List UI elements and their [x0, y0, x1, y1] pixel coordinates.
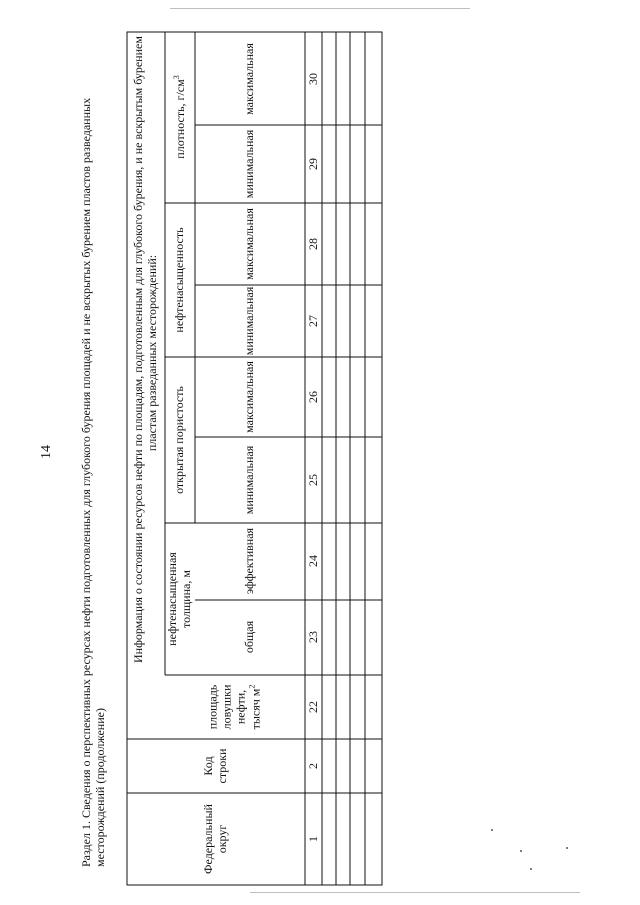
header-thickness-effective: эффективная — [242, 527, 257, 595]
header-density-group — [172, 75, 188, 158]
header-trap-area — [206, 637, 263, 777]
header-info-group — [131, 36, 160, 663]
column-number: 25 — [306, 474, 321, 486]
column-number: 29 — [306, 158, 321, 170]
trap-area-line-4 — [248, 637, 264, 777]
density-group-label: плотность, г/см — [173, 79, 188, 159]
caption-line-1: Раздел 1. Сведения о перспективных ресурсах нефти подготовленных для глубокого бурения площадей и не вскрытых бурением пластов разведанных — [79, 97, 94, 867]
column-number: 1 — [306, 836, 321, 842]
page-number: 14 — [39, 445, 54, 459]
header-federal-district-text: Федеральный округ — [201, 804, 229, 874]
column-number: 22 — [306, 701, 321, 713]
caption-line-2: месторождений (продолжение) — [93, 708, 107, 867]
column-number: 2 — [306, 763, 321, 769]
trap-area-line-1: площадь — [205, 684, 220, 730]
column-number: 23 — [306, 631, 321, 643]
header-density-max: максимальная — [242, 43, 257, 115]
scan-speck — [566, 847, 568, 849]
header-porosity-min: минимальная — [242, 445, 257, 515]
header-porosity-group: открытая пористость — [172, 386, 187, 494]
header-saturation-max: максимальная — [242, 208, 257, 280]
header-info-line-2: пластам разведанных месторождений: — [145, 254, 159, 452]
scan-speck — [530, 868, 532, 870]
header-thickness-total: общая — [242, 620, 257, 654]
column-number: 26 — [306, 391, 321, 403]
trap-area-line-3: нефти, — [233, 689, 247, 725]
header-saturation-group: нефтенасыщенность — [172, 227, 187, 333]
density-group-unit-sup: 3 — [172, 75, 182, 80]
header-saturation-min: минимальная — [242, 286, 257, 356]
trap-area-line-2: ловушки — [219, 684, 234, 730]
scan-speck — [520, 850, 522, 852]
header-federal-district — [202, 794, 230, 884]
column-number: 24 — [306, 555, 321, 567]
column-number: 27 — [306, 315, 321, 327]
thickness-group-line-1: нефтенасыщенная — [165, 552, 180, 646]
header-info-line-1: Информация о состоянии ресурсов нефти по площадям, подготовленным для глубокого бурения, и не вскрытым бурением — [131, 36, 146, 663]
column-number: 30 — [306, 73, 321, 85]
trap-area-unit-sup: 2 — [247, 684, 257, 689]
header-row-code-text: Код строки — [201, 748, 229, 784]
header-thickness-group — [166, 524, 194, 674]
scan-speck — [491, 829, 493, 831]
column-number: 28 — [306, 238, 321, 250]
trap-area-unit: тысяч м — [248, 688, 263, 730]
header-density-min: минимальная — [242, 129, 257, 199]
header-porosity-max: максимальная — [242, 361, 257, 433]
thickness-group-line-2: толщина, м — [179, 570, 193, 628]
